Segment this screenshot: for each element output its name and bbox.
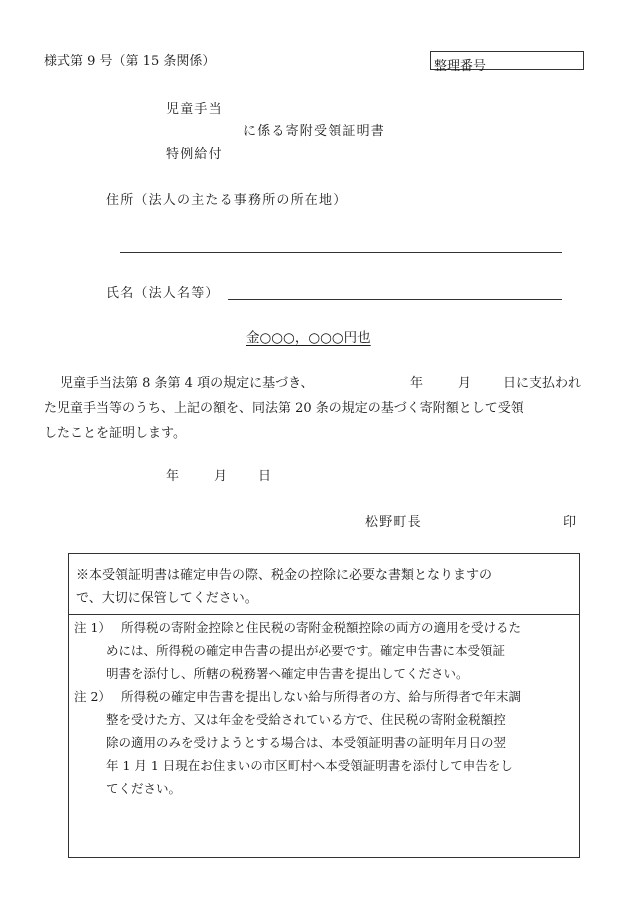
body-line-3: したことを証明します。 [44,426,186,441]
note-1-label: 注 1） [74,620,111,635]
name-line [228,299,562,300]
note-1-line-2: めには、所得税の確定申告書の提出が必要です。確定申告書に本受領証 [106,643,506,658]
body-line-1-day: 日に支払われ [503,376,582,391]
amount: 金○○○，○○○円也 [246,330,371,346]
note-2-line-4: 年 1 月 1 日現在お住まいの市区町村へ本受領証明書を添付して申告をし [106,758,513,773]
notice-main-line-1: ※本受領証明書は確定申告の際、税金の控除に必要な書類となりますの [76,568,493,583]
title-main: に係る寄附受領証明書 [243,124,386,139]
issuer-name: 松野町長 [365,515,422,530]
notice-separator [69,614,579,615]
note-2-line-2: 整を受けた方、又は年金を受給されている方で、住民税の寄附金税額控 [106,712,506,727]
address-label: 住所（法人の主たる事務所の所在地） [106,193,348,208]
note-1-line-1: 所得税の寄附金控除と住民税の寄附金税額控除の両方の適用を受けるた [121,620,522,635]
title-line-special-benefit: 特例給付 [166,147,223,162]
notice-main-line-2: で、大切に保管してください。 [76,591,258,606]
body-line-1-month: 月 [458,376,472,391]
note-2-line-3: 除の適用のみを受けようとする場合は、本受領証明書の証明年月日の翌 [106,735,507,750]
notice-box [68,553,580,858]
body-line-1-year: 年 [410,376,424,391]
note-2-line-5: てください。 [106,781,182,796]
name-label: 氏名（法人名等） [106,286,220,301]
note-2-line-1: 所得税の確定申告書を提出しない給与所得者の方、給与所得者で年末調 [121,689,522,704]
address-line [120,252,562,253]
date-month: 月 [214,469,228,484]
title-line-child-allowance: 児童手当 [166,102,223,117]
body-line-2: た児童手当等のうち、上記の額を、同法第 20 条の規定の基づく寄附額として受領 [44,401,524,416]
seal-mark: 印 [563,515,577,530]
reference-number-label: 整理番号 [434,59,487,74]
note-1-line-3: 明書を添付し、所轄の税務署へ確定申告書を提出してください。 [106,666,469,681]
reference-number-box [430,51,584,74]
form-number: 様式第 9 号（第 15 条関係） [44,54,216,69]
body-line-1-start: 児童手当法第 8 条第 4 項の規定に基づき、 [60,376,314,391]
date-day: 日 [258,469,272,484]
date-year: 年 [166,469,180,484]
note-2-label: 注 2） [74,689,111,704]
